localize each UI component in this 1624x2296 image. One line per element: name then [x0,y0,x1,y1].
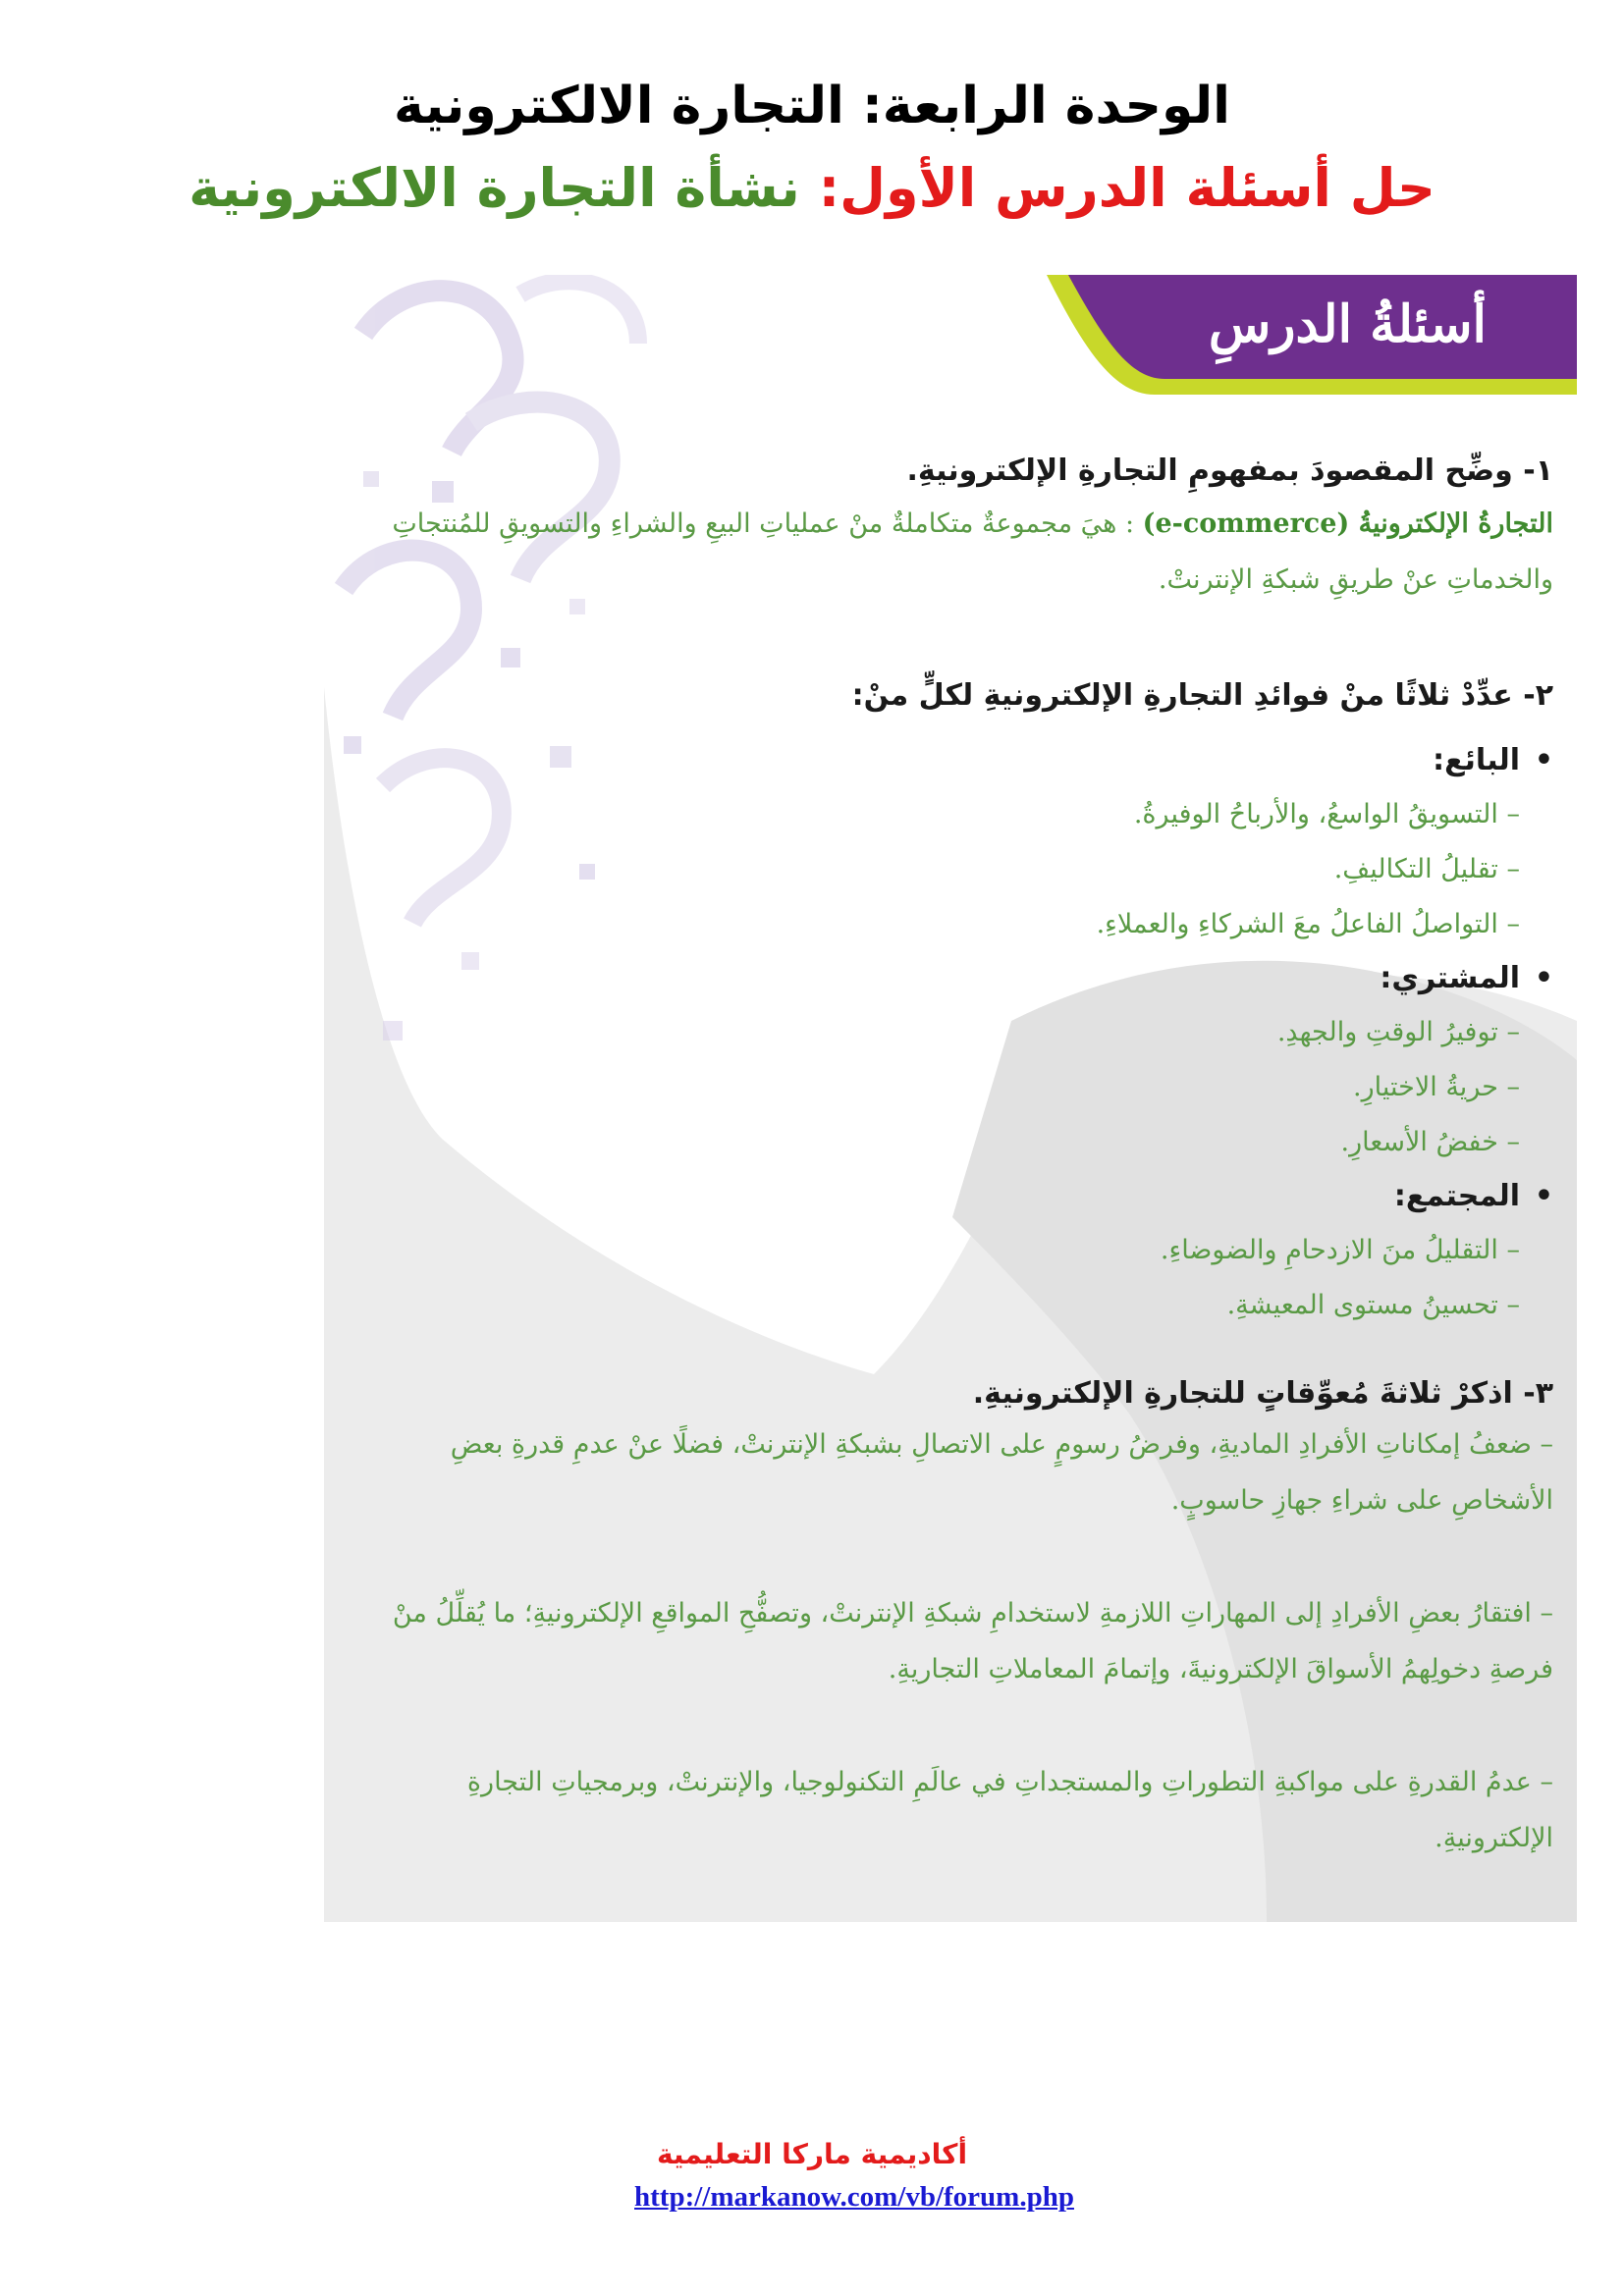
group-title-society: • المجتمع: [373,1170,1553,1223]
list-item: – توفيرُ الوقتِ والجهدِ. [1276,1017,1520,1047]
list-item: – تحسينُ مستوى المعيشةِ. [1226,1290,1520,1320]
question-3: ٣- اذكرْ ثلاثةَ مُعوِّقاتٍ للتجارةِ الإلكترونيةِ. [972,1376,1553,1411]
answer-1 [373,496,1553,608]
list-item: – خفضُ الأسعارِ. [1340,1127,1520,1157]
answer-1-text: : هيَ مجموعةٌ متكاملةٌ منْ عملياتِ البيعِ والشراءِ والتسويقِ للمُنتجاتِ والخدماتِ عنْ طريقِ شبكةِ الإنترنتْ. [392,508,1553,595]
list-item: – التقليلُ منَ الازدحامِ والضوضاءِ. [1160,1235,1520,1265]
group-title-seller: • البائع: [373,734,1553,787]
lesson-content [373,454,1553,1866]
list-item: – تقليلُ التكاليفِ. [1333,854,1520,884]
lesson-questions-heading: أسئلةُ الدرسِ [1208,294,1487,354]
forum-link[interactable]: http://markanow.com/vb/forum.php [634,2181,1074,2213]
benefits-groups [373,734,1553,1333]
answer-1-term: التجارةُ الإلكترونيةُ (e-commerce) [1142,508,1553,539]
answer-3-1: – ضعفُ إمكاناتِ الأفرادِ الماديةِ، وفرضُ رسومٍ على الاتصالِ بشبكةِ الإنترنتْ، فضلًا عنْ عدمِ قدرةِ بعضِ الأشخاصِ على شراءِ جهازِ حاسوبٍ. [450,1429,1553,1516]
question-1: ١- وضِّح المقصودَ بمفهومِ التجارةِ الإلكترونيةِ. [906,454,1553,488]
question-2: ٢- عدِّدْ ثلاثًا منْ فوائدِ التجارةِ الإلكترونيةِ لكلٍّ منْ: [851,678,1553,713]
list-item: – التسويقُ الواسعُ، والأرباحُ الوفيرةُ. [1133,799,1520,829]
answer-3-3: – عدمُ القدرةِ على مواكبةِ التطوراتِ والمستجداتِ في عالَمِ التكنولوجيا، والإنترنتْ، وبرمجياتِ التجارةِ الإلكترونيةِ. [466,1767,1553,1853]
lesson-title [0,157,1624,219]
unit-title: الوحدة الرابعة: التجارة الالكترونية [394,77,1230,135]
answer-3-2: – افتقارُ بعضِ الأفرادِ إلى المهاراتِ اللازمةِ لاستخدامِ شبكةِ الإنترنتْ، وتصفُّحِ المواقعِ الإلكترونيةِ؛ ما يُقلِّلُ منْ فرصةِ دخولِهمُ الأسواقَ الإلكترونيةَ، وإتمامَ المعاملاتِ التجاريةِ. [392,1598,1553,1684]
academy-name: أكاديمية ماركا التعليمية [656,2138,968,2170]
list-item: – التواصلُ الفاعلُ معَ الشركاءِ والعملاءِ. [1096,909,1520,939]
group-title-buyer: • المشتري: [373,952,1553,1005]
lesson-title-topic: نشأة التجارة الالكترونية [189,157,800,219]
lesson-title-lead: حل أسئلة الدرس الأول: [818,157,1435,219]
list-item: – حريةُ الاختيارِ. [1353,1072,1520,1102]
